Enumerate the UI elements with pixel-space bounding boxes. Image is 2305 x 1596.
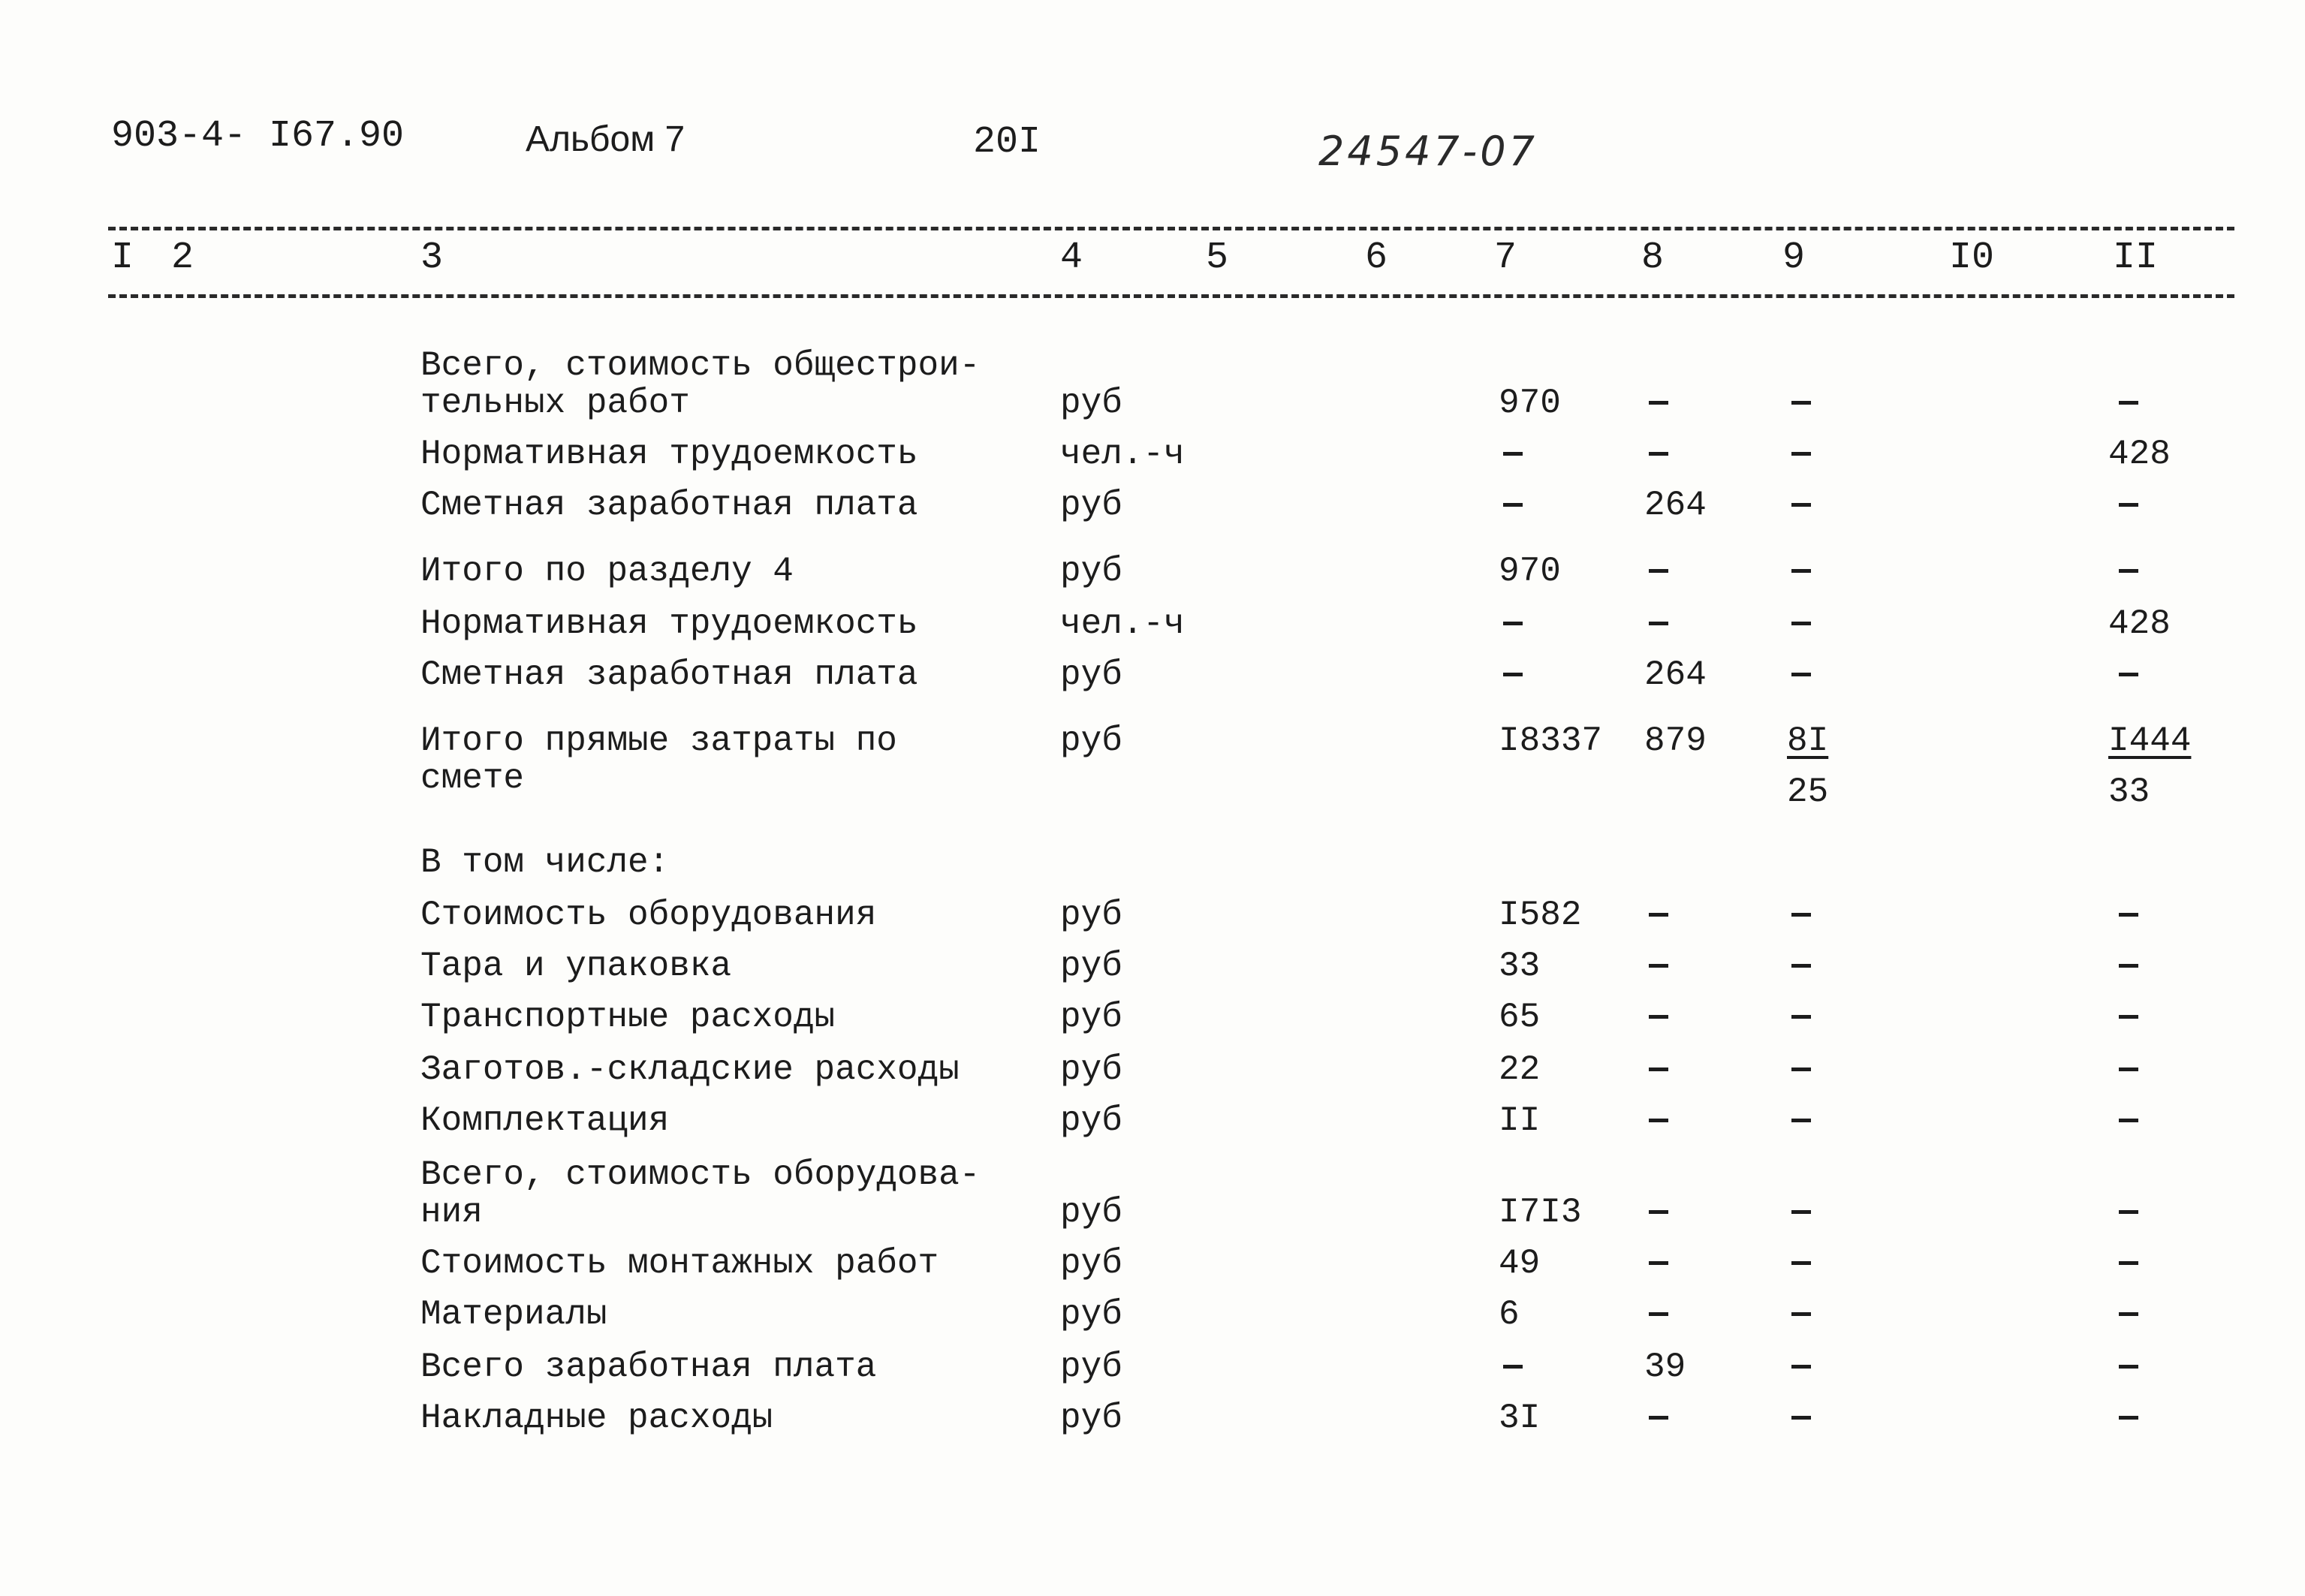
row-value-col7-dash [1503, 673, 1523, 676]
row-description: Нормативная трудоемкость [420, 604, 918, 643]
row-unit: руб [1060, 655, 1122, 694]
row-description: Сметная заработная плата [420, 655, 918, 694]
row-value-col9-dash [1791, 1416, 1811, 1420]
row-value-col9-denominator: 25 [1787, 772, 1829, 812]
row-value-col9-dash [1791, 503, 1811, 507]
row-value-col11-denominator: 33 [2108, 772, 2150, 812]
column-number: 8 [1641, 236, 1665, 279]
row-value-col8: 879 [1644, 721, 1707, 760]
row-value-col9-dash [1791, 1015, 1811, 1019]
row-value-col7-dash [1503, 622, 1523, 625]
row-value-col9-dash [1791, 1312, 1811, 1316]
row-value-col11-dash [2119, 1015, 2138, 1019]
row-value-col8-dash [1649, 913, 1668, 917]
row-value-col7: 970 [1499, 552, 1561, 591]
row-description: Сметная заработная плата [420, 486, 918, 525]
header-rule-bottom [108, 294, 2234, 298]
row-value-col7: 65 [1499, 998, 1541, 1037]
row-value-col7-dash [1503, 503, 1523, 507]
row-description: В том числе: [420, 843, 670, 882]
row-value-col9-dash [1791, 1068, 1811, 1071]
row-value-col8: 264 [1644, 655, 1707, 694]
row-value-col7: II [1499, 1101, 1541, 1140]
row-description: смете [420, 759, 525, 798]
row-description: Накладные расходы [420, 1399, 773, 1438]
row-unit: руб [1060, 1244, 1122, 1283]
column-number: 5 [1206, 236, 1229, 279]
row-value-col11: 428 [2108, 435, 2171, 474]
row-value-col8-dash [1649, 1261, 1668, 1265]
row-unit: руб [1060, 384, 1122, 423]
column-number: 3 [420, 236, 444, 279]
row-description: Заготов.-складские расходы [420, 1050, 960, 1089]
row-unit: руб [1060, 1399, 1122, 1438]
row-description: Итого прямые затраты по [420, 721, 897, 760]
row-value-col8-dash [1649, 1210, 1668, 1214]
row-unit: руб [1060, 947, 1122, 986]
row-unit: руб [1060, 1101, 1122, 1140]
row-value-col8-dash [1649, 622, 1668, 625]
row-value-col7: 49 [1499, 1244, 1541, 1283]
row-unit: руб [1060, 998, 1122, 1037]
header-rule-top [108, 227, 2234, 230]
row-unit: руб [1060, 896, 1122, 935]
row-value-col9-dash [1791, 569, 1811, 573]
row-description: Итого по разделу 4 [420, 552, 794, 591]
row-value-col7: 3I [1499, 1399, 1541, 1438]
row-value-col9-dash [1791, 964, 1811, 968]
row-unit: руб [1060, 1050, 1122, 1089]
row-unit: руб [1060, 486, 1122, 525]
row-value-col9: 8I [1787, 721, 1829, 760]
row-value-col11-dash [2119, 913, 2138, 917]
row-unit: руб [1060, 1348, 1122, 1387]
row-value-col11-dash [2119, 1416, 2138, 1420]
row-value-col9-dash [1791, 1210, 1811, 1214]
row-value-col7: I582 [1499, 896, 1582, 935]
column-number: 7 [1494, 236, 1517, 279]
row-value-col8-dash [1649, 1015, 1668, 1019]
row-value-col8-dash [1649, 1312, 1668, 1316]
row-value-col11-dash [2119, 1119, 2138, 1122]
document-code: 903-4- I67.90 [111, 115, 405, 158]
row-value-col7-dash [1503, 1365, 1523, 1369]
document-number: 24547-07 [1318, 128, 1538, 175]
row-value-col11-dash [2119, 1068, 2138, 1071]
row-value-col11-dash [2119, 1210, 2138, 1214]
row-description: Стоимость оборудования [420, 896, 877, 935]
column-number: I [111, 236, 134, 279]
row-value-col8-dash [1649, 401, 1668, 405]
row-description: Транспортные расходы [420, 998, 836, 1037]
row-value-col8: 39 [1644, 1348, 1686, 1387]
row-description: Всего заработная плата [420, 1348, 877, 1387]
row-unit: руб [1060, 1295, 1122, 1334]
row-value-col11-dash [2119, 401, 2138, 405]
row-value-col7: 33 [1499, 947, 1541, 986]
column-number: 6 [1365, 236, 1388, 279]
row-value-col9-dash [1791, 452, 1811, 456]
row-value-col7: 22 [1499, 1050, 1541, 1089]
row-description: Нормативная трудоемкость [420, 435, 918, 474]
row-value-col11: 428 [2108, 604, 2171, 643]
row-value-col8-dash [1649, 964, 1668, 968]
page-number: 20I [973, 121, 1041, 164]
row-unit: руб [1060, 1193, 1122, 1232]
row-unit: руб [1060, 552, 1122, 591]
album-label: Альбом 7 [526, 119, 685, 159]
row-value-col11-dash [2119, 503, 2138, 507]
row-value-col11-dash [2119, 569, 2138, 573]
row-value-col7-dash [1503, 452, 1523, 456]
row-value-col8-dash [1649, 452, 1668, 456]
row-value-col7: 6 [1499, 1295, 1520, 1334]
row-unit: руб [1060, 721, 1122, 760]
row-value-col9-dash [1791, 622, 1811, 625]
row-unit: чел.-ч [1060, 604, 1185, 643]
row-value-col9-dash [1791, 1365, 1811, 1369]
row-value-col9-dash [1791, 913, 1811, 917]
row-value-col8: 264 [1644, 486, 1707, 525]
row-description: Материалы [420, 1295, 607, 1334]
row-value-col11-dash [2119, 673, 2138, 676]
row-value-col9-dash [1791, 1261, 1811, 1265]
row-value-col7: I8337 [1499, 721, 1603, 760]
row-value-col11: I444 [2108, 721, 2192, 760]
row-value-col11-dash [2119, 1312, 2138, 1316]
row-description: Всего, стоимость оборудова- [420, 1155, 981, 1194]
row-description: ния [420, 1193, 483, 1232]
row-value-col11-dash [2119, 1261, 2138, 1265]
row-value-col8-dash [1649, 1119, 1668, 1122]
row-value-col11-dash [2119, 964, 2138, 968]
row-description: Комплектация [420, 1101, 670, 1140]
row-value-col11-dash [2119, 1365, 2138, 1369]
column-number: II [2113, 236, 2159, 279]
row-description: Тара и упаковка [420, 947, 732, 986]
column-number: 4 [1060, 236, 1083, 279]
row-value-col9-dash [1791, 401, 1811, 405]
row-description: тельных работ [420, 384, 690, 423]
column-number: I0 [1949, 236, 1995, 279]
row-value-col8-dash [1649, 1068, 1668, 1071]
row-unit: чел.-ч [1060, 435, 1185, 474]
column-number: 9 [1782, 236, 1806, 279]
row-value-col7: I7I3 [1499, 1193, 1582, 1232]
column-number: 2 [171, 236, 194, 279]
row-value-col7: 970 [1499, 384, 1561, 423]
row-value-col8-dash [1649, 569, 1668, 573]
row-value-col9-dash [1791, 1119, 1811, 1122]
row-description: Всего, стоимость общестрои- [420, 346, 981, 385]
row-description: Стоимость монтажных работ [420, 1244, 939, 1283]
row-value-col8-dash [1649, 1416, 1668, 1420]
row-value-col9-dash [1791, 673, 1811, 676]
